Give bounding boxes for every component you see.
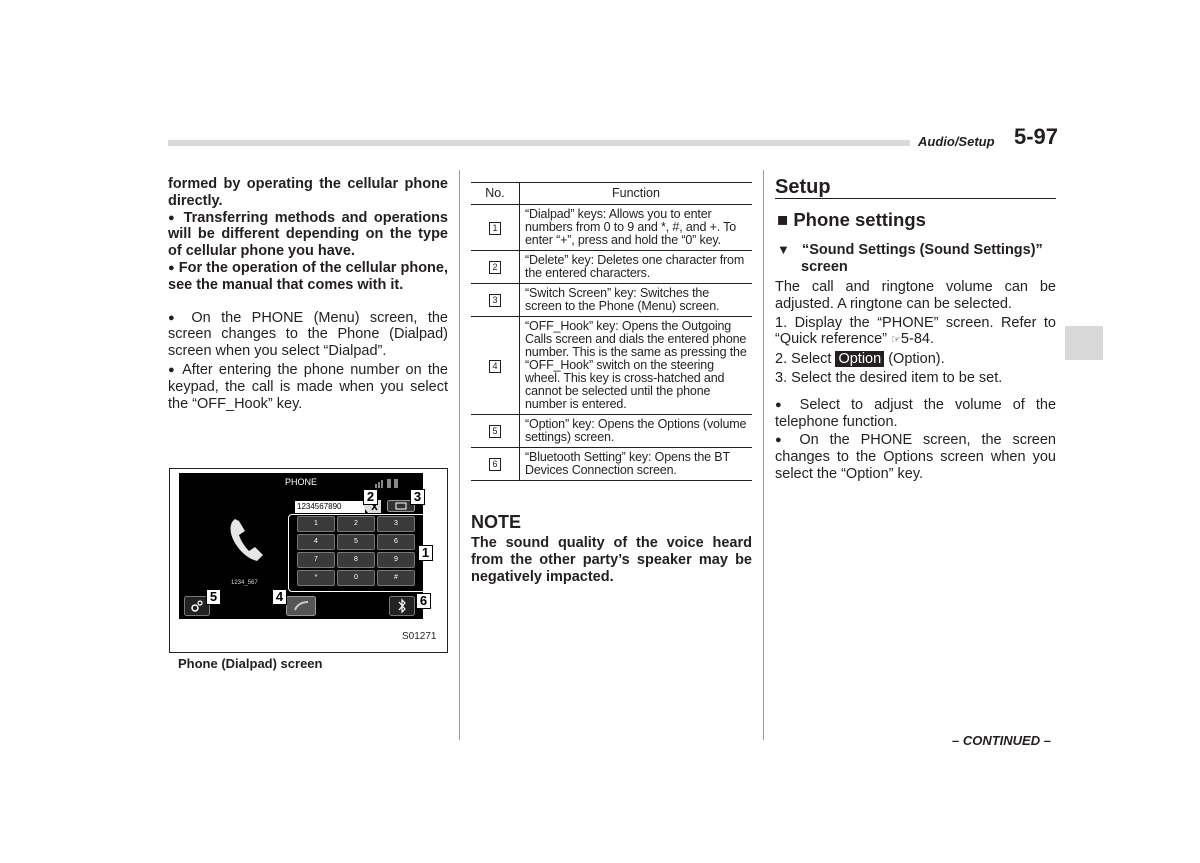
column-1-text xyxy=(168,176,448,412)
dialpad-key: 2 xyxy=(337,516,375,532)
table-header-row xyxy=(471,183,752,205)
page-number: 5-97 xyxy=(1014,124,1059,149)
column-3-text xyxy=(775,279,1056,483)
bold-bullet: ● For the operation of the cellular phone, see the manual that comes with it. xyxy=(168,259,448,293)
chapter-thumb-tab xyxy=(1065,326,1103,360)
table-row xyxy=(471,251,752,284)
bullet-paragraph: ● Select to adjust the volume of the telephone function. xyxy=(775,396,1057,430)
bold-bullet: ● Transferring methods and operations will be different depending on the type of cellular phone you have. xyxy=(168,209,449,260)
row-function: “OFF_Hook” key: Opens the Outgoing Calls screen and dials the entered phone number. This is the same as pressing the “OFF_Hook” switch on the steering wheel. This key is cross-hatched and cannot be selected until the phone number is entered. xyxy=(520,317,753,415)
off-hook-key-icon xyxy=(286,596,316,616)
bullet-paragraph: ● On the PHONE screen, the screen changes to the Options screen when you select the “Option” key. xyxy=(775,432,1056,482)
dialpad-key: # xyxy=(377,570,415,586)
option-key-label: Option xyxy=(835,351,884,367)
dialpad-key: 0 xyxy=(337,570,375,586)
header-bar xyxy=(168,140,910,146)
row-number: 1 xyxy=(471,205,520,251)
entered-number-field: 1234567890 xyxy=(295,501,365,513)
header-section-title: Audio/Setup xyxy=(918,134,995,149)
intro-paragraph: The call and ringtone volume can be adjusted. A ringtone can be selected. xyxy=(775,279,1056,312)
row-number: 5 xyxy=(471,415,520,448)
note-text: The sound quality of the voice heard from the other party’s speaker may be negatively impacted. xyxy=(471,535,752,585)
row-number: 2 xyxy=(471,251,520,284)
subsection-title: ■ Phone settings xyxy=(777,209,926,230)
bullet-paragraph: ● On the PHONE (Menu) screen, the screen changes to the Phone (Dialpad) screen when you select “Dialpad”. xyxy=(168,309,448,360)
signal-status-icon xyxy=(375,478,401,488)
dialpad-key: * xyxy=(297,570,335,586)
figure-code: S01271 xyxy=(402,631,437,642)
function-table xyxy=(471,182,752,481)
dialed-number-label: 1234_567 xyxy=(231,580,258,586)
dialpad-key: 8 xyxy=(337,552,375,568)
phone-screen-title: PHONE xyxy=(284,477,317,487)
table-row xyxy=(471,448,752,481)
bluetooth-key-icon xyxy=(389,596,415,616)
row-function: “Delete” key: Deletes one character from the entered characters. xyxy=(520,251,753,284)
row-number: 4 xyxy=(471,317,520,415)
dialpad-key: 6 xyxy=(377,534,415,550)
callout-1: 1 xyxy=(418,545,433,561)
callout-3: 3 xyxy=(410,489,425,505)
dialpad-highlight xyxy=(288,514,436,592)
screen-heading: ▼ “Sound Settings (Sound Settings)” screen xyxy=(777,242,1043,275)
column-divider xyxy=(763,170,764,740)
step-3: 3. Select the desired item to be set. xyxy=(775,369,1003,386)
row-number: 3 xyxy=(471,284,520,317)
table-row xyxy=(471,205,752,251)
row-function: “Dialpad” keys: Allows you to enter numbers from 0 to 9 and *, #, and +. To enter “+”, press and hold the “0” key. xyxy=(520,205,753,251)
figure-caption: Phone (Dialpad) screen xyxy=(178,656,323,671)
step-2: 2. Select Option (Option). xyxy=(775,351,945,368)
callout-6: 6 xyxy=(416,593,431,609)
dialpad-key: 4 xyxy=(297,534,335,550)
note-title: NOTE xyxy=(471,512,522,532)
step-1: 1. Display the “PHONE” screen. Refer to “Quick reference” ☞5-84. xyxy=(775,314,1056,348)
dialpad-key: 1 xyxy=(297,516,335,532)
row-function: “Switch Screen” key: Switches the screen to the Phone (Menu) screen. xyxy=(520,284,753,317)
callout-2: 2 xyxy=(363,489,378,505)
table-header-function: Function xyxy=(520,183,753,205)
continued-label: – CONTINUED – xyxy=(952,733,1051,748)
table-row xyxy=(471,317,752,415)
dialpad-key: 9 xyxy=(377,552,415,568)
reference-icon: ☞ xyxy=(891,334,901,347)
dialpad-key: 3 xyxy=(377,516,415,532)
callout-4: 4 xyxy=(272,589,287,605)
table-row xyxy=(471,415,752,448)
dialpad-key: 5 xyxy=(337,534,375,550)
handset-icon xyxy=(227,517,267,563)
section-title: Setup xyxy=(775,176,831,198)
row-function: “Bluetooth Setting” key: Opens the BT Devices Connection screen. xyxy=(520,448,753,481)
bold-paragraph: formed by operating the cellular phone directly. xyxy=(168,176,448,209)
row-number: 6 xyxy=(471,448,520,481)
callout-5: 5 xyxy=(206,589,221,605)
section-rule xyxy=(775,198,1056,199)
table-header-no: No. xyxy=(471,183,520,205)
row-function: “Option” key: Opens the Options (volume settings) screen. xyxy=(520,415,753,448)
column-divider xyxy=(459,170,460,740)
dialpad-key: 7 xyxy=(297,552,335,568)
table-row xyxy=(471,284,752,317)
bullet-paragraph: ● After entering the phone number on the keypad, the call is made when you select the “OFF_Hook” key. xyxy=(168,361,448,412)
